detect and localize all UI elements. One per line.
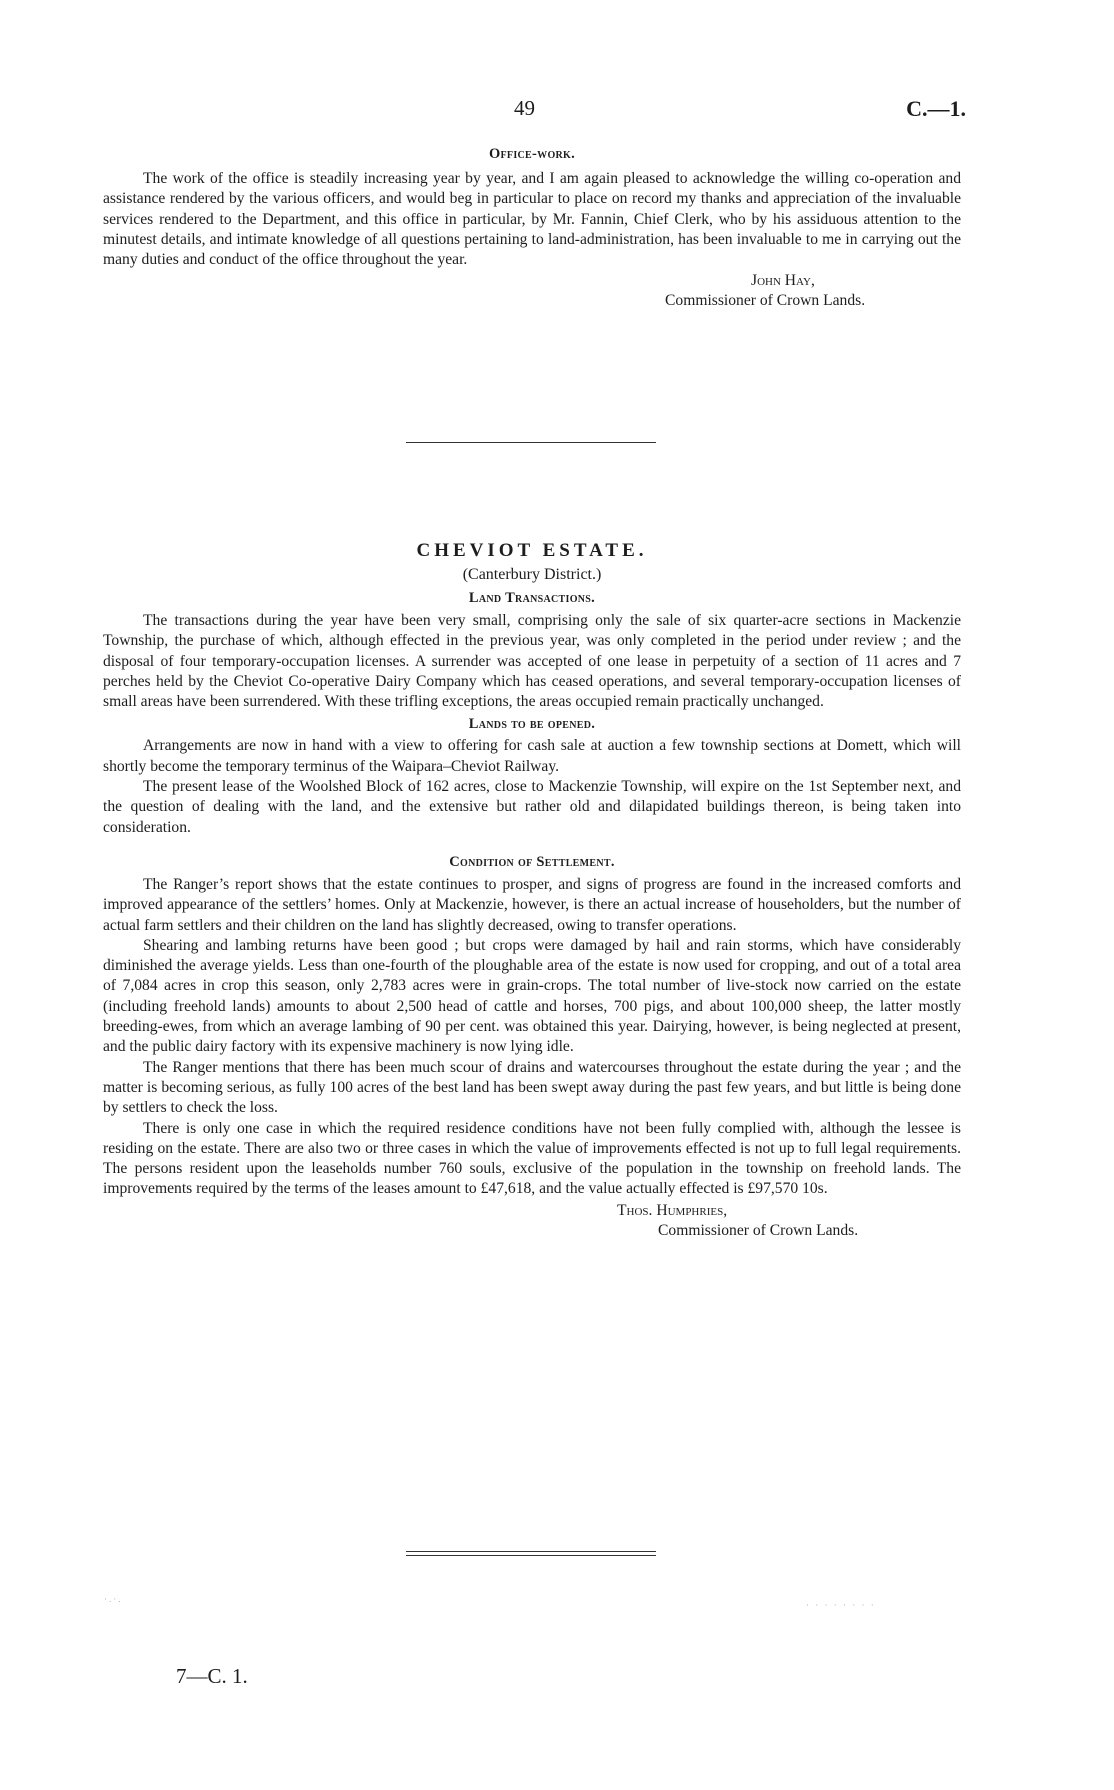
land-transactions-heading: Land Transactions. [468, 590, 596, 606]
lands-to-be-opened-heading: Lands to be opened. [468, 716, 596, 733]
estate-subtitle: (Canterbury District.) [462, 566, 602, 583]
scan-speck: · · · · · · · · [806, 1600, 876, 1610]
cheviot-signature [103, 1201, 961, 1241]
lands-opened-paragraph: The present lease of the Woolshed Block of 162 acres, close to Mackenzie Township, will expire on the 1st September next, and the question of dealing with the land, and the extensive but rather old and dilapidated buildings thereon, is being taken into consideration. [103, 778, 961, 836]
settlement-paragraph: The Ranger’s report shows that the estate continues to prosper, and signs of progress are found in the increased comforts and improved appearance of the settlers’ homes. Only at Mackenzie, however, is there an actual increase of householders, but the number of actual farm settlers and their children on the land has slightly decreased, owing to transfer operations. [103, 875, 961, 934]
signature-name: John Hay, [751, 272, 815, 290]
cheviot-estate-section [103, 540, 961, 1241]
office-work-heading: Office-work. [488, 146, 576, 162]
land-transactions-paragraph: The transactions during the year have been very small, comprising only the sale of six quarter-acre sections in Mackenzie Township, the purchase of which, although effected in the previous year, was only completed in the period under review ; and the disposal of four temporary-occupation licenses. A surrender was accepted of one lease in perpetuity of a section of 11 acres and 7 perches held by the Cheviot Co-operative Dairy Company which has ceased operations, and several temporary-occupation licenses of small areas have been surrendered. With these trifling exceptions, the areas occupied remain practically unchanged. [103, 612, 961, 711]
report-code: C.—1. [906, 96, 966, 121]
lands-opened-paragraph: Arrangements are now in hand with a view to offering for cash sale at auction a few township sections at Domett, which will shortly become the temporary terminus of the Waipara–Cheviot Railway. [103, 737, 961, 775]
signature-title: Commissioner of Crown Lands. [665, 292, 866, 310]
settlement-paragraph: Shearing and lambing returns have been good ; but crops were damaged by hail and rain storms, which have considerably diminished the average yields. Less than one-fourth of the ploughable area of the estate is now used for cropping, and out of a total area of 7,084 acres in crop this season, only 2,783 acres were in grain-crops. The total number of live-stock now carried on the estate (including freehold lands) amounts to about 2,500 head of cattle and horses, 700 pigs, and about 100,000 sheep, the latter mostly breeding-ewes, from which an average lambing of 90 per cent. was obtained this year. Dairying, however, is being neglected at present, and the public dairy factory with its expensive machinery is now lying idle. [103, 936, 961, 1056]
office-work-section [103, 146, 961, 311]
closing-rule-top [406, 1551, 656, 1552]
settlement-paragraph: There is only one case in which the required residence conditions have not been fully complied with, although the lessee is residing on the estate. There are also two or three cases in which the value of improvements effected is not up to full legal requirements. The persons resident upon the leaseholds number 760 souls, exclusive of the population in the township on freehold lands. The improvements required by the terms of the leases amount to £47,618, and the value actually effected is £97,570 10s. [103, 1119, 961, 1198]
page-number: 49 [514, 96, 535, 120]
section-divider [406, 442, 656, 443]
office-work-signature [103, 271, 961, 311]
settlement-paragraph: The Ranger mentions that there has been much scour of drains and watercourses throughout the estate during the year ; and the matter is becoming serious, as fully 100 acres of the best land has been swept away during the past few years, and but little is being done by settlers to check the loss. [103, 1058, 961, 1117]
signature-name: Thos. Humphries, [617, 1201, 728, 1219]
closing-rule-bottom [406, 1555, 656, 1556]
estate-title: CHEVIOT ESTATE. [416, 540, 648, 561]
condition-of-settlement-heading: Condition of Settlement. [449, 853, 615, 870]
footer-sheet-code: 7—C. 1. [176, 1664, 248, 1688]
signature-title: Commissioner of Crown Lands. [658, 1221, 859, 1239]
office-work-paragraph: The work of the office is steadily increasing year by year, and I am again pleased to acknowledge the willing co-operation and assistance rendered by the various officers, and would beg in particular to place on record my thanks and appreciation of the invaluable services rendered to the Department, and this office in particular, by Mr. Fannin, Chief Clerk, who by his assiduous attention to the minutest details, and intimate knowledge of all questions pertaining to land-administration, has been invaluable to me in carrying out the many duties and conduct of the office throughout the year. [103, 170, 961, 269]
page-header [0, 96, 1114, 126]
scan-speck: ·.·. [104, 1594, 123, 1604]
